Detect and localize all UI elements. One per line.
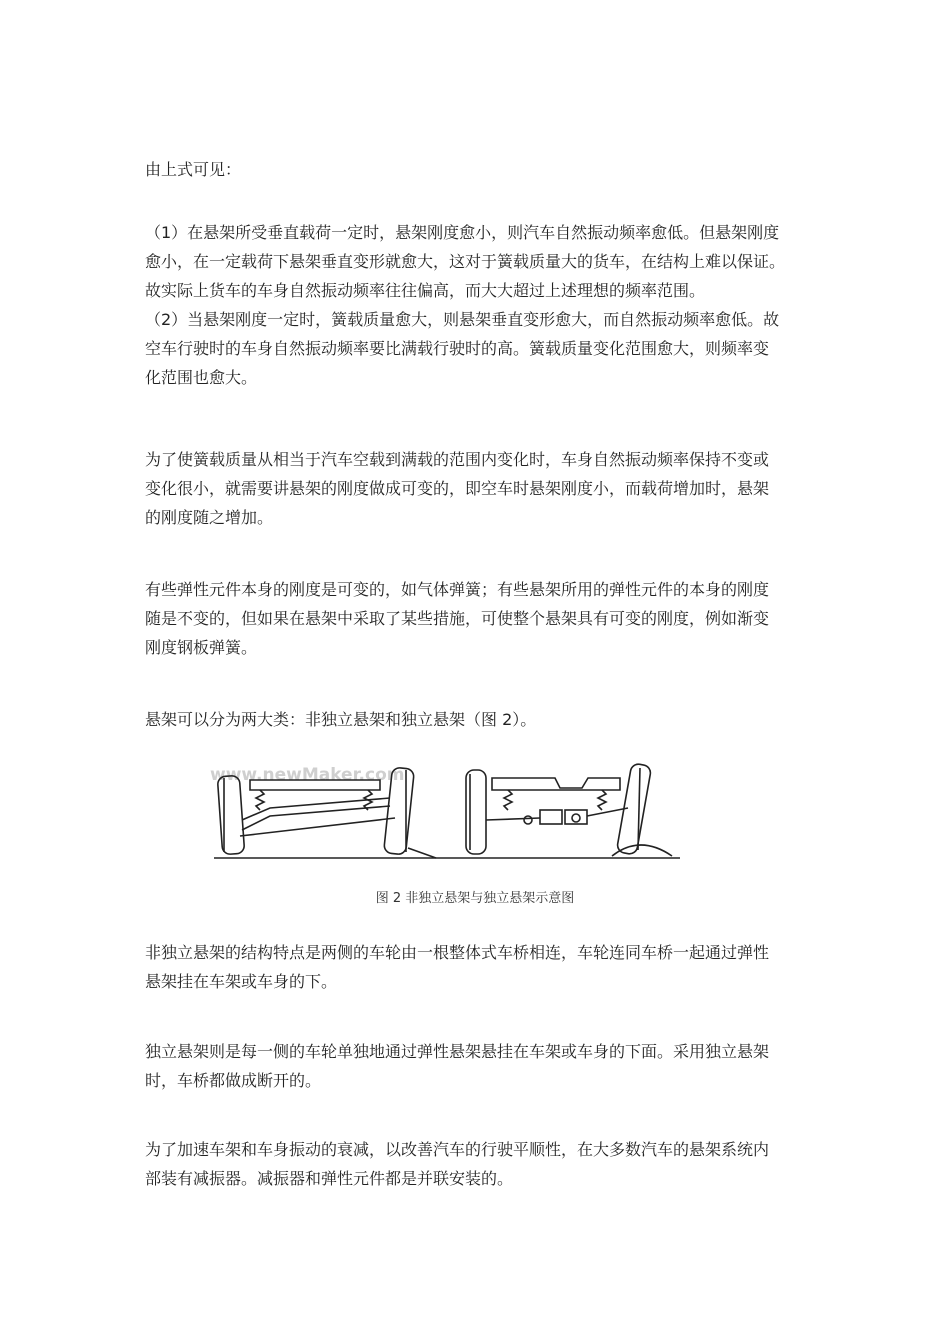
text-line: 故实际上货车的车身自然振动频率往往偏高，而大大超过上述理想的频率范围。 (145, 281, 706, 300)
text-line: 悬架挂在车架或车身的下。 (145, 972, 338, 991)
paragraph-classification (145, 705, 810, 734)
paragraph-shock-absorber (145, 1135, 810, 1193)
text-line: （2）当悬架刚度一定时，簧载质量愈大，则悬架垂直变形愈大，而自然振动频率愈低。故 (145, 310, 780, 329)
text-line: 有些弹性元件本身的刚度是可变的，如气体弹簧；有些悬架所用的弹性元件的本身的刚度 (145, 580, 770, 599)
rigid-axle (240, 818, 395, 836)
text-line: 非独立悬架的结构特点是两侧的车轮由一根整体式车桥相连，车轮连同车桥一起通过弹性 (145, 943, 770, 962)
text-line: 悬架可以分为两大类：非独立悬架和独立悬架（图 2）。 (145, 710, 537, 729)
paragraph-elastic-elements (145, 575, 810, 662)
suspension-figure (210, 758, 690, 868)
independent-frame (492, 778, 620, 790)
text-line: 随是不变的，但如果在悬架中采取了某些措施，可使整个悬架具有可变的刚度，例如渐变 (145, 609, 770, 628)
coil-spring-right-2 (598, 790, 606, 810)
text-line: 刚度钢板弹簧。 (145, 638, 258, 657)
coil-spring-left-2 (504, 790, 512, 810)
watermark-text: www.newMaker.com (210, 765, 405, 785)
hinge-left (524, 816, 532, 824)
coil-spring-left (256, 790, 264, 810)
ground-slope (408, 848, 436, 858)
text-line: 为了加速车架和车身振动的衰减，以改善汽车的行驶平顺性，在大多数汽车的悬架系统内 (145, 1140, 770, 1159)
paragraph-intro (145, 155, 810, 184)
differential (540, 810, 562, 824)
text-line: 部装有减振器。减振器和弹性元件都是并联安装的。 (145, 1169, 514, 1188)
text-line: 由上式可见： (145, 160, 242, 179)
road-bump (612, 845, 672, 856)
figure-caption: 图 2 非独立悬架与独立悬架示意图 (375, 891, 575, 906)
text-line: （1）在悬架所受垂直载荷一定时，悬架刚度愈小，则汽车自然振动频率愈低。但悬架刚度 (145, 223, 780, 242)
text-line: 空车行驶时的车身自然振动频率要比满载行驶时的高。簧载质量变化范围愈大，则频率变 (145, 339, 770, 358)
suspension-diagram (210, 758, 690, 868)
paragraph-dependent (145, 938, 810, 996)
text-line: 愈小，在一定载荷下悬架垂直变形就愈大，这对于簧载质量大的货车，在结构上难以保证。 (145, 252, 786, 271)
text-line: 独立悬架则是每一侧的车轮单独地通过弹性悬架悬挂在车架或车身的下面。采用独立悬架 (145, 1042, 770, 1061)
right-wheel-left (466, 770, 486, 854)
hinge-right (572, 814, 580, 822)
half-axle-right (587, 808, 628, 816)
paragraph-independent (145, 1037, 810, 1095)
text-line: 的刚度随之增加。 (145, 508, 274, 527)
paragraph-variable-stiffness (145, 445, 810, 532)
text-line: 变化很小，就需要讲悬架的刚度做成可变的，即空车时悬架刚度小，而载荷增加时，悬架 (145, 479, 770, 498)
text-line: 时，车桥都做成断开的。 (145, 1071, 322, 1090)
left-wheel-left (217, 775, 244, 854)
paragraph-points (145, 218, 810, 392)
text-line: 化范围也愈大。 (145, 368, 258, 387)
text-line: 为了使簧载质量从相当于汽车空载到满载的范围内变化时，车身自然振动频率保持不变或 (145, 450, 770, 469)
